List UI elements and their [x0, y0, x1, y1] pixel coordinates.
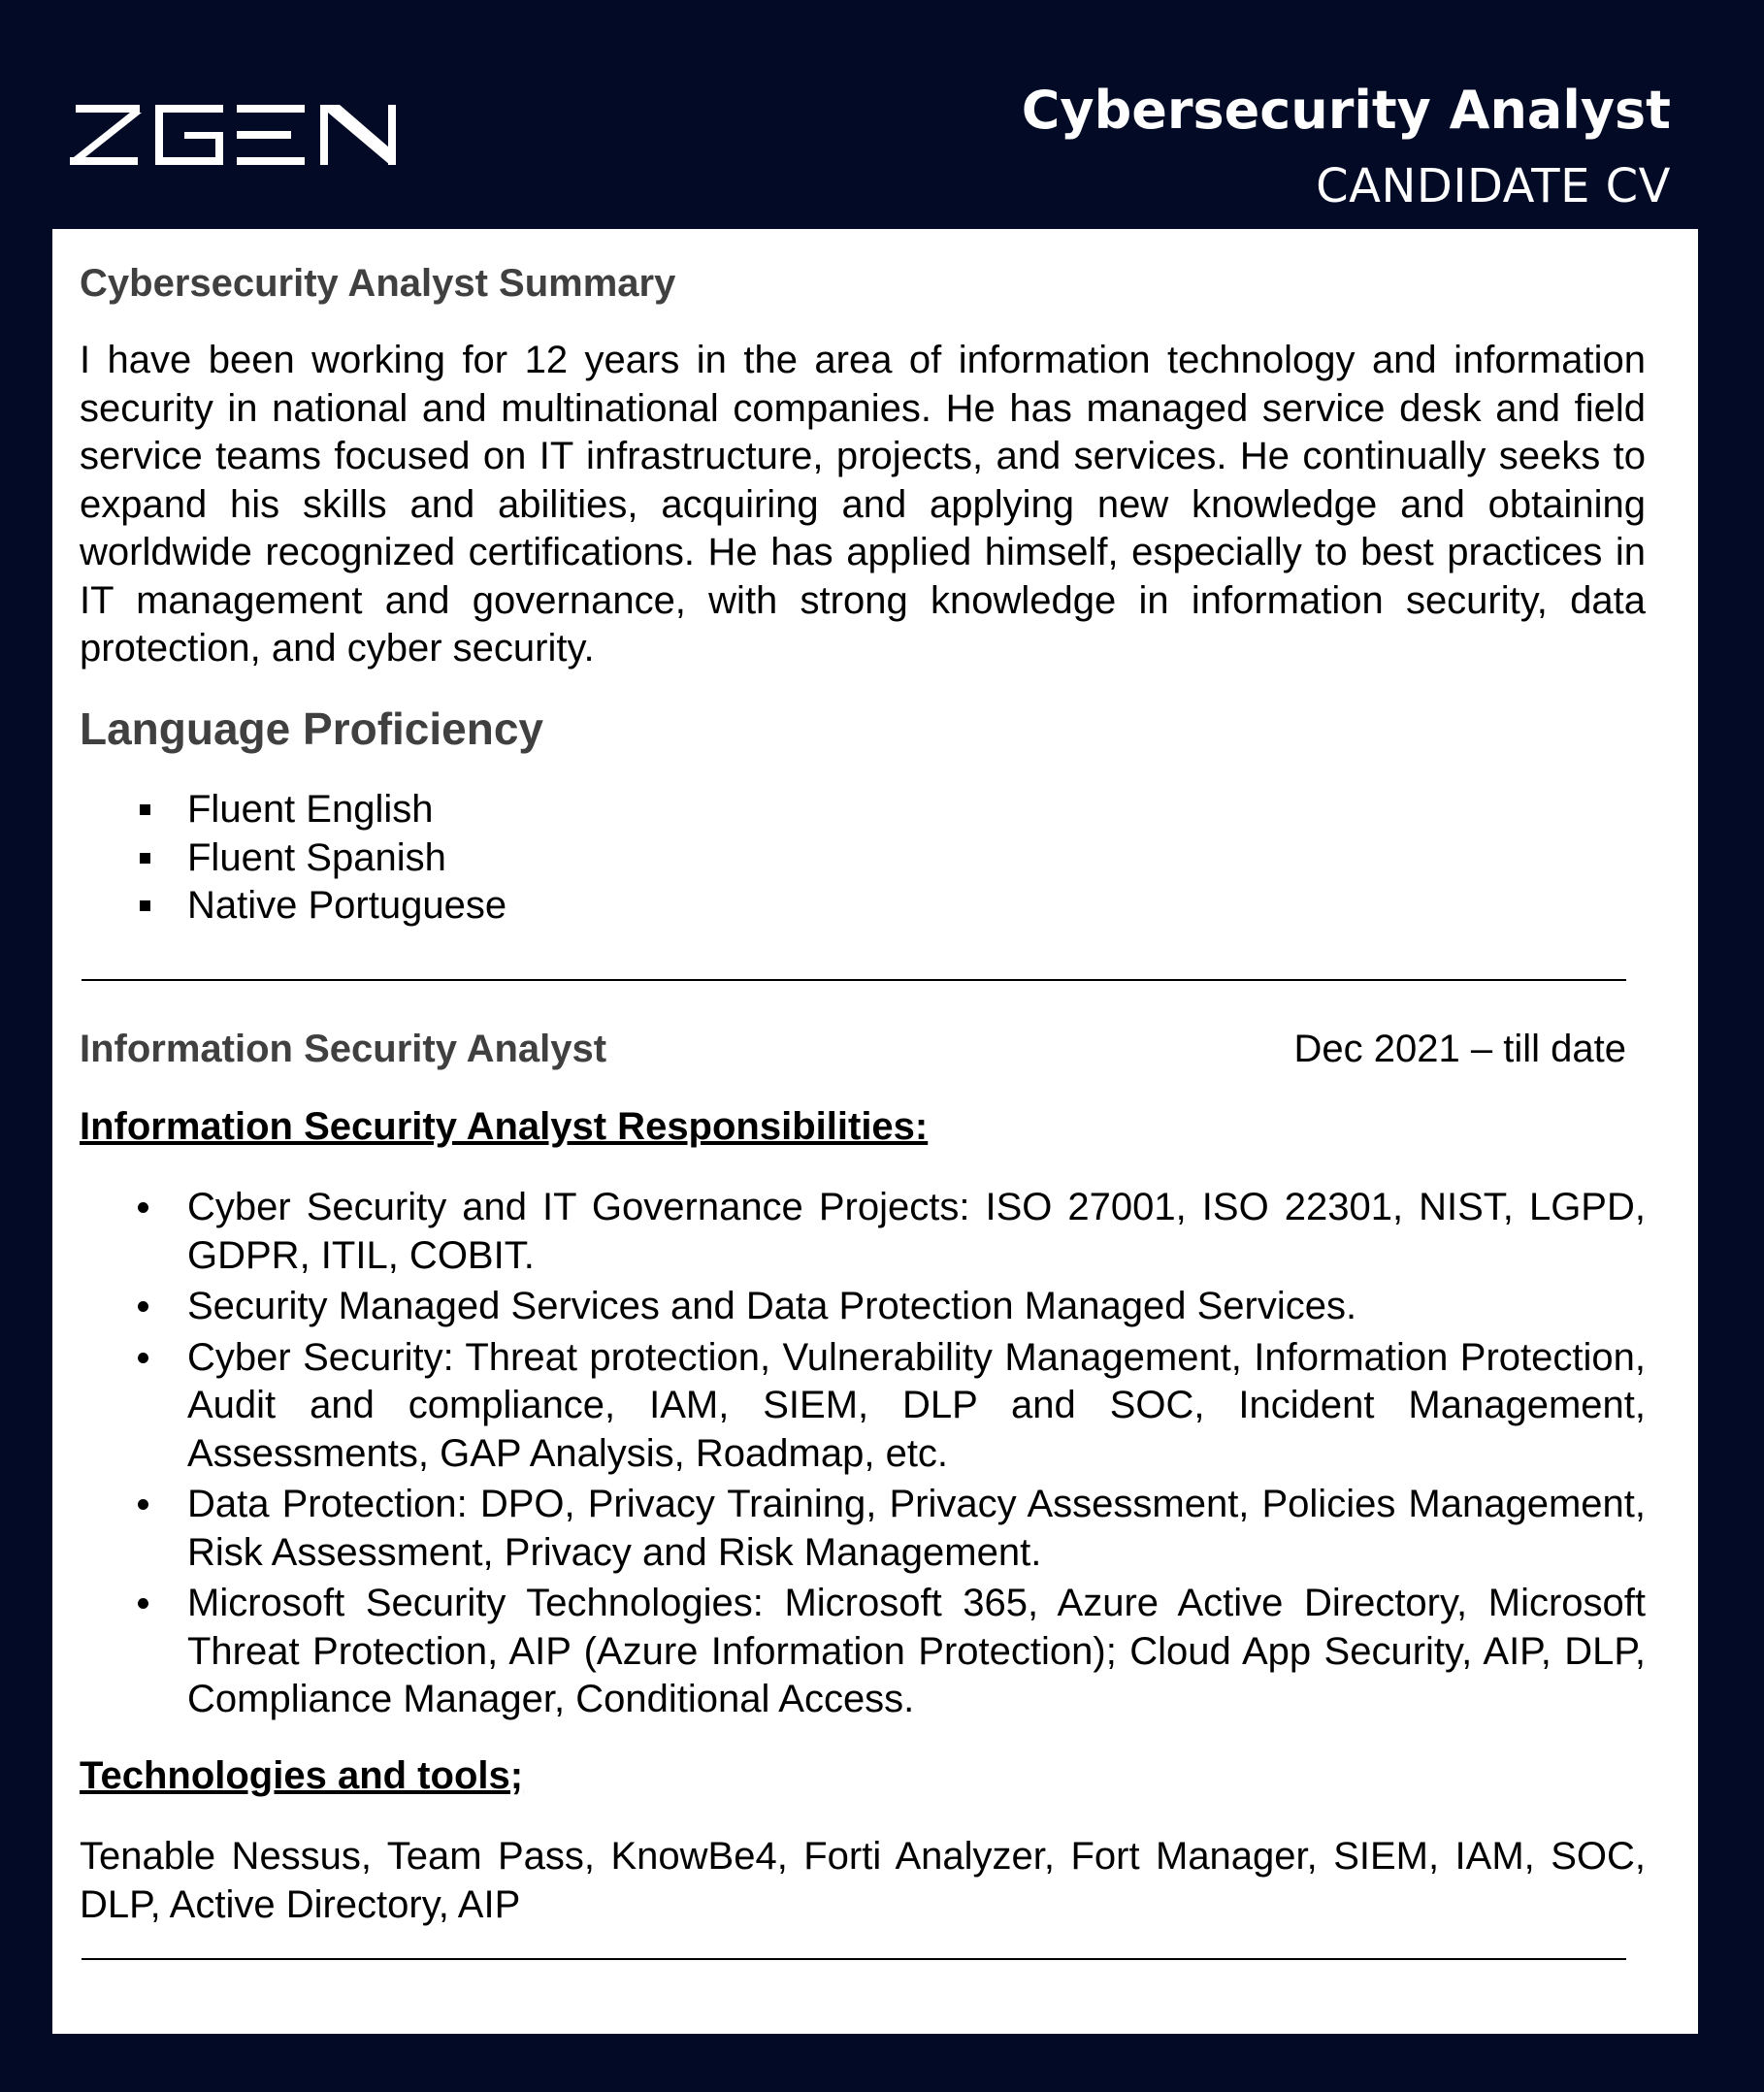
square-bullet-icon — [140, 804, 150, 815]
list-item — [80, 882, 506, 931]
cv-card — [52, 229, 1698, 2034]
list-item — [80, 1580, 1646, 1724]
tools-text: Tenable Nessus, Team Pass, KnowBe4, Forti Analyzer, Fort Manager, SIEM, IAM, SOC, DLP, Active Directory, AIP — [80, 1835, 1646, 1926]
list-item — [80, 1334, 1646, 1479]
list-item — [80, 834, 506, 883]
responsibilities-list — [80, 1184, 1646, 1727]
zgen-logo — [70, 105, 396, 165]
summary-text: I have been working for 12 years in the area of information technology and information security in national and multinational companies. He has managed service desk and field service teams focused on IT infrastructure, projects, and services. He continually seeks to expand his skills and abilities, acquiring and applying new knowledge and obtaining worldwide recognized certifications. He has applied himself, especially to best practices in IT management and governance, with strong knowledge in information security, data protection, and cyber security. — [80, 339, 1646, 670]
responsibility-text: Microsoft Security Technologies: Microsoft 365, Azure Active Directory, Microsoft Threat Protection, AIP (Azure Information Protection); Cloud App Security, AIP, DLP, Compliance Manager, Conditional Access. — [187, 1582, 1646, 1720]
responsibility-text: Cyber Security: Threat protection, Vulnerability Management, Information Protection, Audit and compliance, IAM, SIEM, DLP and SOC, Incident Management, Assessments, GAP Analysis, Roadmap, etc. — [187, 1335, 1646, 1475]
round-bullet-icon — [138, 1353, 148, 1363]
responsibility-text: Cyber Security and IT Governance Projects: ISO 27001, ISO 22301, NIST, LGPD, GDPR, ITIL, COBIT. — [187, 1186, 1646, 1277]
round-bullet-icon — [138, 1301, 148, 1312]
list-item — [80, 1283, 1646, 1331]
language-item: Fluent Spanish — [187, 835, 446, 879]
square-bullet-icon — [140, 900, 150, 911]
square-bullet-icon — [140, 853, 150, 864]
responsibility-text: Data Protection: DPO, Privacy Training, Privacy Assessment, Policies Management, Risk Assessment, Privacy and Risk Management. — [187, 1483, 1646, 1574]
responsibilities-heading: Information Security Analyst Responsibilities: — [80, 1105, 929, 1148]
header-subtitle: CANDIDATE CV — [1316, 159, 1671, 213]
section-divider — [82, 1958, 1626, 1960]
language-heading: Language Proficiency — [80, 703, 544, 754]
language-item: Fluent English — [187, 788, 434, 831]
header-title: Cybersecurity Analyst — [1021, 80, 1671, 141]
list-item — [80, 1184, 1646, 1280]
round-bullet-icon — [138, 1202, 148, 1213]
responsibility-text: Security Managed Services and Data Protection Managed Services. — [187, 1285, 1357, 1327]
round-bullet-icon — [138, 1499, 148, 1510]
list-item — [80, 786, 506, 834]
list-item — [80, 1481, 1646, 1577]
job-dates: Dec 2021 – till date — [1293, 1028, 1626, 1070]
summary-heading: Cybersecurity Analyst Summary — [80, 262, 676, 305]
round-bullet-icon — [138, 1598, 148, 1609]
language-list — [80, 786, 506, 931]
tools-heading: Technologies and tools; — [80, 1754, 524, 1797]
job-title: Information Security Analyst — [80, 1028, 607, 1070]
language-item: Native Portuguese — [187, 884, 507, 927]
section-divider — [82, 979, 1626, 981]
